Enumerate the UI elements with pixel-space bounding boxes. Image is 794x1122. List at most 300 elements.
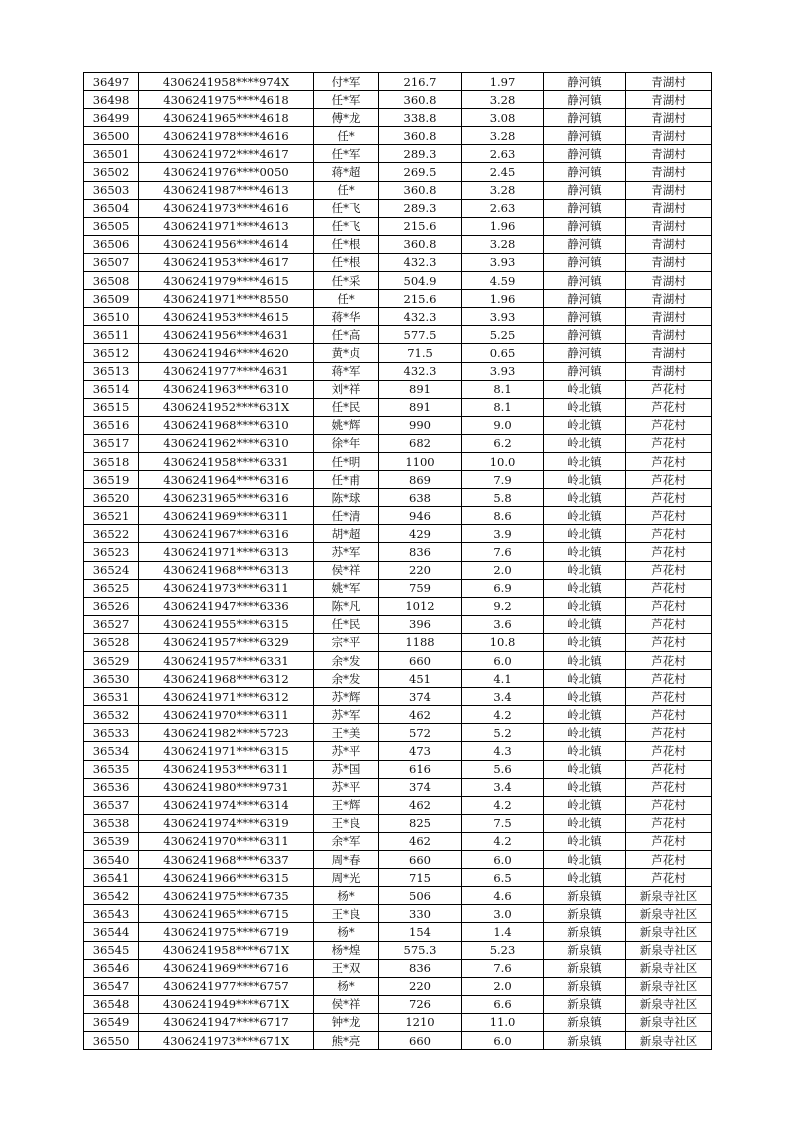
table-row (84, 869, 712, 887)
value-cell: 5.23 (462, 941, 544, 959)
town-cell: 新泉镇 (544, 959, 626, 977)
village-cell: 芦花村 (626, 778, 712, 796)
name-cell: 余*发 (314, 670, 379, 688)
village-cell: 芦花村 (626, 543, 712, 561)
town-cell: 岭北镇 (544, 525, 626, 543)
value-cell: 5.25 (462, 326, 544, 344)
id-number-cell: 4306241973****6311 (139, 579, 314, 597)
town-cell: 静河镇 (544, 163, 626, 181)
amount-cell: 682 (379, 434, 462, 452)
amount-cell: 473 (379, 742, 462, 760)
town-cell: 岭北镇 (544, 851, 626, 869)
village-cell: 新泉寺社区 (626, 905, 712, 923)
value-cell: 6.5 (462, 869, 544, 887)
id-number-cell: 4306241947****6717 (139, 1013, 314, 1031)
amount-cell: 338.8 (379, 109, 462, 127)
town-cell: 岭北镇 (544, 471, 626, 489)
id-number-cell: 4306241953****4617 (139, 253, 314, 271)
value-cell: 6.0 (462, 1031, 544, 1049)
name-cell: 任* (314, 290, 379, 308)
serial-number-cell: 36501 (84, 145, 139, 163)
village-cell: 芦花村 (626, 796, 712, 814)
value-cell: 4.3 (462, 742, 544, 760)
serial-number-cell: 36517 (84, 434, 139, 452)
amount-cell: 1188 (379, 633, 462, 651)
village-cell: 新泉寺社区 (626, 887, 712, 905)
name-cell: 任* (314, 127, 379, 145)
name-cell: 苏*军 (314, 706, 379, 724)
village-cell: 青湖村 (626, 253, 712, 271)
id-number-cell: 4306241975****6719 (139, 923, 314, 941)
amount-cell: 575.3 (379, 941, 462, 959)
amount-cell: 660 (379, 652, 462, 670)
table-row (84, 579, 712, 597)
table-row (84, 995, 712, 1013)
name-cell: 王*良 (314, 814, 379, 832)
table-row (84, 561, 712, 579)
id-number-cell: 4306241965****4618 (139, 109, 314, 127)
village-cell: 芦花村 (626, 832, 712, 850)
town-cell: 静河镇 (544, 145, 626, 163)
name-cell: 傅*龙 (314, 109, 379, 127)
value-cell: 3.93 (462, 253, 544, 271)
id-number-cell: 4306241956****4614 (139, 235, 314, 253)
town-cell: 新泉镇 (544, 923, 626, 941)
table-row (84, 181, 712, 199)
name-cell: 余*军 (314, 832, 379, 850)
name-cell: 杨* (314, 887, 379, 905)
value-cell: 1.4 (462, 923, 544, 941)
amount-cell: 660 (379, 851, 462, 869)
town-cell: 岭北镇 (544, 706, 626, 724)
value-cell: 2.63 (462, 145, 544, 163)
name-cell: 苏*国 (314, 760, 379, 778)
id-number-cell: 4306241987****4613 (139, 181, 314, 199)
id-number-cell: 4306241970****6311 (139, 706, 314, 724)
village-cell: 芦花村 (626, 814, 712, 832)
id-number-cell: 4306241979****4615 (139, 272, 314, 290)
id-number-cell: 4306241971****6313 (139, 543, 314, 561)
table-row (84, 434, 712, 452)
town-cell: 新泉镇 (544, 977, 626, 995)
village-cell: 青湖村 (626, 145, 712, 163)
serial-number-cell: 36538 (84, 814, 139, 832)
name-cell: 任*飞 (314, 199, 379, 217)
name-cell: 苏*辉 (314, 688, 379, 706)
name-cell: 王*良 (314, 905, 379, 923)
table-row (84, 923, 712, 941)
value-cell: 3.4 (462, 778, 544, 796)
value-cell: 6.6 (462, 995, 544, 1013)
serial-number-cell: 36536 (84, 778, 139, 796)
table-row (84, 688, 712, 706)
serial-number-cell: 36546 (84, 959, 139, 977)
village-cell: 新泉寺社区 (626, 1031, 712, 1049)
village-cell: 青湖村 (626, 326, 712, 344)
serial-number-cell: 36506 (84, 235, 139, 253)
amount-cell: 360.8 (379, 181, 462, 199)
serial-number-cell: 36526 (84, 597, 139, 615)
name-cell: 任*军 (314, 91, 379, 109)
id-number-cell: 4306241971****6315 (139, 742, 314, 760)
value-cell: 4.2 (462, 706, 544, 724)
village-cell: 芦花村 (626, 416, 712, 434)
village-cell: 芦花村 (626, 851, 712, 869)
id-number-cell: 4306241971****6312 (139, 688, 314, 706)
village-cell: 芦花村 (626, 869, 712, 887)
value-cell: 4.1 (462, 670, 544, 688)
serial-number-cell: 36537 (84, 796, 139, 814)
village-cell: 芦花村 (626, 579, 712, 597)
serial-number-cell: 36530 (84, 670, 139, 688)
table-row (84, 272, 712, 290)
town-cell: 岭北镇 (544, 543, 626, 561)
town-cell: 岭北镇 (544, 796, 626, 814)
value-cell: 4.6 (462, 887, 544, 905)
village-cell: 芦花村 (626, 452, 712, 470)
village-cell: 青湖村 (626, 199, 712, 217)
table-row (84, 941, 712, 959)
id-number-cell: 4306241974****6319 (139, 814, 314, 832)
town-cell: 岭北镇 (544, 380, 626, 398)
village-cell: 芦花村 (626, 652, 712, 670)
id-number-cell: 4306241955****6315 (139, 615, 314, 633)
table-row (84, 163, 712, 181)
town-cell: 岭北镇 (544, 652, 626, 670)
village-cell: 新泉寺社区 (626, 923, 712, 941)
name-cell: 杨* (314, 923, 379, 941)
id-number-cell: 4306241968****6310 (139, 416, 314, 434)
amount-cell: 990 (379, 416, 462, 434)
id-number-cell: 4306241953****6311 (139, 760, 314, 778)
amount-cell: 1012 (379, 597, 462, 615)
serial-number-cell: 36513 (84, 362, 139, 380)
name-cell: 杨*煌 (314, 941, 379, 959)
town-cell: 新泉镇 (544, 905, 626, 923)
amount-cell: 462 (379, 796, 462, 814)
amount-cell: 891 (379, 380, 462, 398)
amount-cell: 660 (379, 1031, 462, 1049)
name-cell: 杨* (314, 977, 379, 995)
town-cell: 岭北镇 (544, 869, 626, 887)
table-row (84, 977, 712, 995)
amount-cell: 759 (379, 579, 462, 597)
village-cell: 青湖村 (626, 73, 712, 91)
table-row (84, 670, 712, 688)
id-number-cell: 4306241971****4613 (139, 217, 314, 235)
serial-number-cell: 36534 (84, 742, 139, 760)
village-cell: 芦花村 (626, 724, 712, 742)
town-cell: 岭北镇 (544, 778, 626, 796)
serial-number-cell: 36535 (84, 760, 139, 778)
serial-number-cell: 36542 (84, 887, 139, 905)
table-row (84, 1013, 712, 1031)
village-cell: 芦花村 (626, 688, 712, 706)
village-cell: 青湖村 (626, 163, 712, 181)
town-cell: 岭北镇 (544, 597, 626, 615)
village-cell: 芦花村 (626, 633, 712, 651)
amount-cell: 71.5 (379, 344, 462, 362)
id-number-cell: 4306241952****631X (139, 398, 314, 416)
amount-cell: 504.9 (379, 272, 462, 290)
table-row (84, 217, 712, 235)
value-cell: 3.08 (462, 109, 544, 127)
table-row (84, 416, 712, 434)
village-cell: 芦花村 (626, 760, 712, 778)
value-cell: 3.6 (462, 615, 544, 633)
serial-number-cell: 36524 (84, 561, 139, 579)
table-row (84, 471, 712, 489)
id-number-cell: 4306241967****6316 (139, 525, 314, 543)
value-cell: 2.63 (462, 199, 544, 217)
town-cell: 岭北镇 (544, 452, 626, 470)
serial-number-cell: 36531 (84, 688, 139, 706)
serial-number-cell: 36516 (84, 416, 139, 434)
name-cell: 苏*平 (314, 742, 379, 760)
table-row (84, 851, 712, 869)
name-cell: 钟*龙 (314, 1013, 379, 1031)
id-number-cell: 4306241958****6331 (139, 452, 314, 470)
amount-cell: 432.3 (379, 362, 462, 380)
village-cell: 青湖村 (626, 344, 712, 362)
amount-cell: 396 (379, 615, 462, 633)
name-cell: 余*发 (314, 652, 379, 670)
town-cell: 静河镇 (544, 181, 626, 199)
village-cell: 青湖村 (626, 272, 712, 290)
id-number-cell: 4306241982****5723 (139, 724, 314, 742)
town-cell: 岭北镇 (544, 398, 626, 416)
village-cell: 青湖村 (626, 362, 712, 380)
id-number-cell: 4306241966****6315 (139, 869, 314, 887)
table-row (84, 778, 712, 796)
village-cell: 青湖村 (626, 235, 712, 253)
town-cell: 岭北镇 (544, 579, 626, 597)
name-cell: 任*甫 (314, 471, 379, 489)
serial-number-cell: 36549 (84, 1013, 139, 1031)
name-cell: 周*光 (314, 869, 379, 887)
name-cell: 任*民 (314, 615, 379, 633)
records-table (83, 72, 712, 1050)
village-cell: 青湖村 (626, 109, 712, 127)
town-cell: 静河镇 (544, 199, 626, 217)
name-cell: 陈*凡 (314, 597, 379, 615)
village-cell: 芦花村 (626, 507, 712, 525)
village-cell: 芦花村 (626, 380, 712, 398)
table-row (84, 760, 712, 778)
amount-cell: 1100 (379, 452, 462, 470)
town-cell: 静河镇 (544, 109, 626, 127)
id-number-cell: 4306241977****4631 (139, 362, 314, 380)
village-cell: 青湖村 (626, 127, 712, 145)
village-cell: 青湖村 (626, 91, 712, 109)
village-cell: 芦花村 (626, 615, 712, 633)
amount-cell: 616 (379, 760, 462, 778)
town-cell: 新泉镇 (544, 1013, 626, 1031)
town-cell: 岭北镇 (544, 416, 626, 434)
name-cell: 黄*贞 (314, 344, 379, 362)
town-cell: 新泉镇 (544, 887, 626, 905)
name-cell: 胡*超 (314, 525, 379, 543)
serial-number-cell: 36518 (84, 452, 139, 470)
amount-cell: 374 (379, 778, 462, 796)
amount-cell: 577.5 (379, 326, 462, 344)
table-row (84, 887, 712, 905)
name-cell: 侯*祥 (314, 561, 379, 579)
town-cell: 岭北镇 (544, 670, 626, 688)
town-cell: 静河镇 (544, 290, 626, 308)
name-cell: 任*高 (314, 326, 379, 344)
serial-number-cell: 36507 (84, 253, 139, 271)
table-row (84, 652, 712, 670)
serial-number-cell: 36541 (84, 869, 139, 887)
amount-cell: 269.5 (379, 163, 462, 181)
value-cell: 0.65 (462, 344, 544, 362)
amount-cell: 215.6 (379, 290, 462, 308)
table-row (84, 398, 712, 416)
amount-cell: 289.3 (379, 145, 462, 163)
serial-number-cell: 36502 (84, 163, 139, 181)
serial-number-cell: 36500 (84, 127, 139, 145)
value-cell: 8.1 (462, 380, 544, 398)
amount-cell: 215.6 (379, 217, 462, 235)
value-cell: 9.2 (462, 597, 544, 615)
serial-number-cell: 36527 (84, 615, 139, 633)
id-number-cell: 4306241976****0050 (139, 163, 314, 181)
village-cell: 芦花村 (626, 742, 712, 760)
value-cell: 1.96 (462, 217, 544, 235)
id-number-cell: 4306241974****6314 (139, 796, 314, 814)
table-row (84, 127, 712, 145)
value-cell: 3.28 (462, 181, 544, 199)
amount-cell: 289.3 (379, 199, 462, 217)
amount-cell: 360.8 (379, 91, 462, 109)
serial-number-cell: 36523 (84, 543, 139, 561)
value-cell: 3.28 (462, 127, 544, 145)
amount-cell: 825 (379, 814, 462, 832)
serial-number-cell: 36522 (84, 525, 139, 543)
town-cell: 静河镇 (544, 272, 626, 290)
amount-cell: 946 (379, 507, 462, 525)
serial-number-cell: 36521 (84, 507, 139, 525)
id-number-cell: 4306241962****6310 (139, 434, 314, 452)
name-cell: 徐*年 (314, 434, 379, 452)
amount-cell: 216.7 (379, 73, 462, 91)
id-number-cell: 4306241980****9731 (139, 778, 314, 796)
value-cell: 4.2 (462, 796, 544, 814)
value-cell: 3.28 (462, 91, 544, 109)
name-cell: 任*明 (314, 452, 379, 470)
table-row (84, 452, 712, 470)
village-cell: 新泉寺社区 (626, 1013, 712, 1031)
name-cell: 周*春 (314, 851, 379, 869)
serial-number-cell: 36510 (84, 308, 139, 326)
village-cell: 新泉寺社区 (626, 977, 712, 995)
value-cell: 7.6 (462, 959, 544, 977)
value-cell: 9.0 (462, 416, 544, 434)
name-cell: 侯*祥 (314, 995, 379, 1013)
table-row (84, 597, 712, 615)
village-cell: 芦花村 (626, 398, 712, 416)
amount-cell: 462 (379, 832, 462, 850)
table-row (84, 109, 712, 127)
town-cell: 静河镇 (544, 253, 626, 271)
id-number-cell: 4306241964****6316 (139, 471, 314, 489)
name-cell: 宗*平 (314, 633, 379, 651)
town-cell: 新泉镇 (544, 995, 626, 1013)
serial-number-cell: 36499 (84, 109, 139, 127)
id-number-cell: 4306241969****6716 (139, 959, 314, 977)
village-cell: 芦花村 (626, 670, 712, 688)
amount-cell: 1210 (379, 1013, 462, 1031)
table-row (84, 199, 712, 217)
table-row (84, 73, 712, 91)
village-cell: 青湖村 (626, 181, 712, 199)
serial-number-cell: 36508 (84, 272, 139, 290)
value-cell: 2.0 (462, 561, 544, 579)
amount-cell: 869 (379, 471, 462, 489)
id-number-cell: 4306241975****6735 (139, 887, 314, 905)
amount-cell: 154 (379, 923, 462, 941)
amount-cell: 715 (379, 869, 462, 887)
name-cell: 付*军 (314, 73, 379, 91)
table-row (84, 380, 712, 398)
village-cell: 芦花村 (626, 561, 712, 579)
table-row (84, 615, 712, 633)
name-cell: 陈*球 (314, 489, 379, 507)
village-cell: 新泉寺社区 (626, 959, 712, 977)
name-cell: 任* (314, 181, 379, 199)
serial-number-cell: 36519 (84, 471, 139, 489)
name-cell: 王*双 (314, 959, 379, 977)
id-number-cell: 4306241956****4631 (139, 326, 314, 344)
town-cell: 岭北镇 (544, 742, 626, 760)
town-cell: 静河镇 (544, 217, 626, 235)
town-cell: 静河镇 (544, 344, 626, 362)
value-cell: 2.45 (462, 163, 544, 181)
table-row (84, 633, 712, 651)
value-cell: 6.9 (462, 579, 544, 597)
table-row (84, 507, 712, 525)
amount-cell: 220 (379, 977, 462, 995)
table-row (84, 235, 712, 253)
serial-number-cell: 36512 (84, 344, 139, 362)
town-cell: 岭北镇 (544, 633, 626, 651)
village-cell: 芦花村 (626, 597, 712, 615)
village-cell: 青湖村 (626, 217, 712, 235)
serial-number-cell: 36514 (84, 380, 139, 398)
village-cell: 芦花村 (626, 525, 712, 543)
value-cell: 1.96 (462, 290, 544, 308)
name-cell: 苏*军 (314, 543, 379, 561)
value-cell: 5.8 (462, 489, 544, 507)
id-number-cell: 4306231965****6316 (139, 489, 314, 507)
amount-cell: 451 (379, 670, 462, 688)
town-cell: 岭北镇 (544, 688, 626, 706)
village-cell: 新泉寺社区 (626, 941, 712, 959)
name-cell: 蒋*超 (314, 163, 379, 181)
serial-number-cell: 36497 (84, 73, 139, 91)
serial-number-cell: 36547 (84, 977, 139, 995)
town-cell: 静河镇 (544, 127, 626, 145)
village-cell: 芦花村 (626, 471, 712, 489)
amount-cell: 836 (379, 543, 462, 561)
serial-number-cell: 36540 (84, 851, 139, 869)
value-cell: 7.6 (462, 543, 544, 561)
amount-cell: 726 (379, 995, 462, 1013)
name-cell: 姚*辉 (314, 416, 379, 434)
id-number-cell: 4306241968****6337 (139, 851, 314, 869)
village-cell: 青湖村 (626, 308, 712, 326)
